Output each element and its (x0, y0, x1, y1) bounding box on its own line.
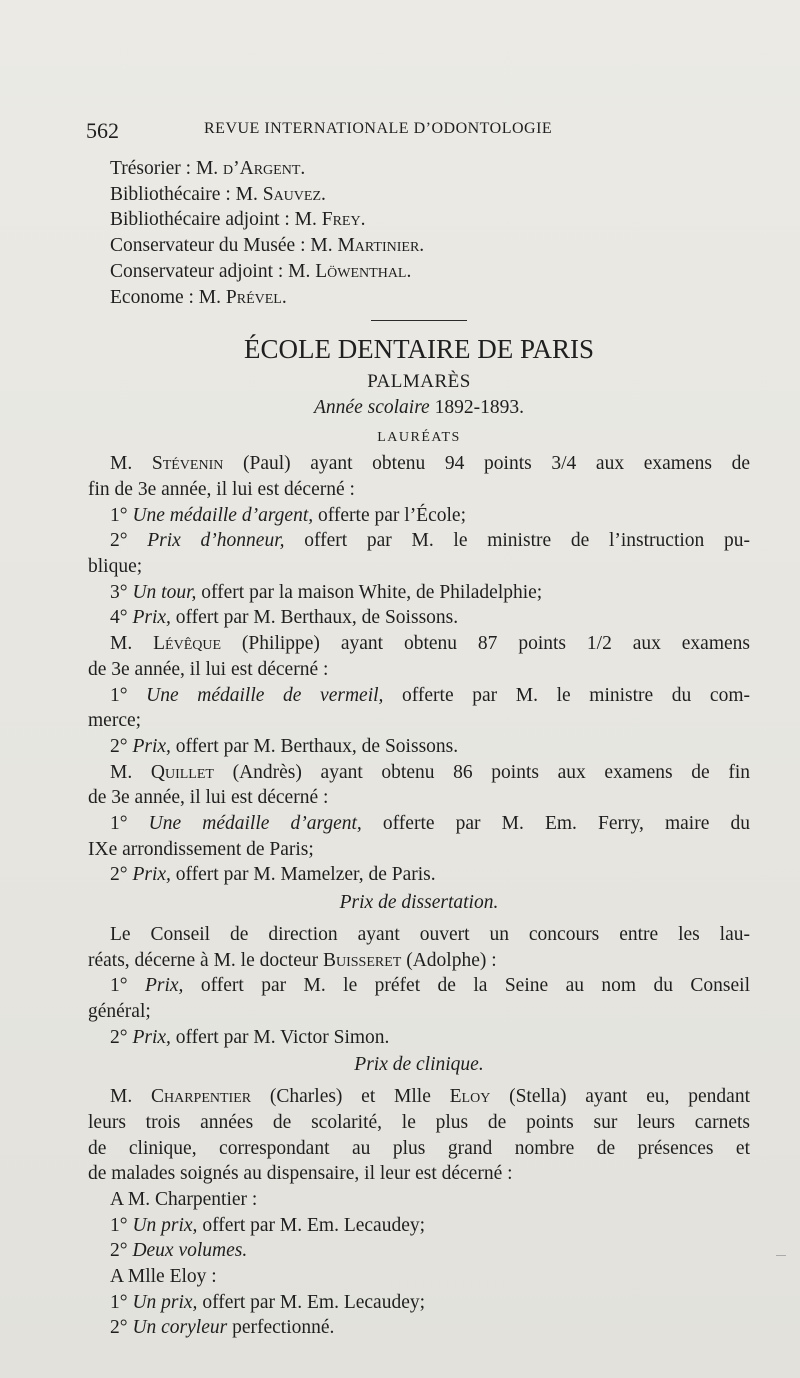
paragraph-line: M. Lévêque (Philippe) ayant obtenu 87 points 1/2 aux examens (110, 633, 750, 655)
officer-name: Sauvez. (262, 183, 326, 205)
recipient-line: A M. Charpentier : (110, 1188, 258, 1210)
officer-line: Bibliothécaire adjoint : M. Frey. (110, 209, 366, 231)
laureate-name: Charpentier (150, 1086, 252, 1108)
running-title: REVUE INTERNATIONALE D’ODONTOLOGIE (204, 120, 553, 137)
paragraph-line: réats, décerne à M. le docteur Buisseret (Adolphe) : (88, 949, 497, 971)
paragraph-line: de malades soignés au dispensaire, il leur est décerné : (88, 1163, 513, 1185)
prize-item: 2° Prix, offert par M. Berthaux, de Soissons. (110, 735, 459, 757)
officer-name: Frey. (321, 209, 366, 231)
laureate-stevenin (88, 451, 750, 631)
officer-line: Trésorier : M. d’Argent. (110, 158, 306, 179)
paragraph-line: M. Stévenin (Paul) ayant obtenu 94 points 3/4 aux examens de (110, 453, 750, 475)
prize-item: 1° Une médaille d’argent, offerte par l’École; (110, 504, 466, 526)
paragraph-line: merce; (88, 710, 142, 732)
paragraph-line: IXe arrondissement de Paris; (88, 838, 314, 860)
school-year: Année scolaire 1892-1893. (314, 397, 524, 419)
laureate-name: Lévêque (153, 633, 222, 655)
dissertation-heading: Prix de dissertation. (339, 892, 499, 914)
prize-item: 2° Prix, offert par M. Mamelzer, de Paris. (110, 864, 436, 886)
prize-item: 1° Une médaille d’argent, offerte par M. Em. Ferry, maire du (110, 813, 750, 835)
paragraph-line: M. Charpentier (Charles) et Mlle Eloy (Stella) ayant eu, pendant (110, 1086, 750, 1108)
officer-line: Conservateur adjoint : M. Löwenthal. (110, 260, 412, 282)
recipient-line: A Mlle Eloy : (110, 1266, 217, 1288)
prize-item: 1° Prix, offert par M. le préfet de la Seine au nom du Conseil (110, 975, 750, 997)
laureate-name: Stévenin (151, 453, 224, 475)
officer-name: Löwenthal. (315, 260, 412, 282)
prize-item: 2° Un coryleur perfectionné. (110, 1317, 335, 1339)
section-divider (371, 320, 467, 321)
laureate-name: Eloy (449, 1086, 491, 1108)
laureate-quillet (88, 760, 750, 889)
prize-item: 2° Prix d’honneur, offert par M. le ministre de l’instruction pu- (110, 530, 750, 552)
paragraph-line: de 3e année, il lui est décerné : (88, 658, 329, 680)
clinique-heading: Prix de clinique. (354, 1054, 484, 1076)
officer-name: Martinier. (337, 235, 425, 257)
prize-item: 1° Un prix, offert par M. Em. Lecaudey; (110, 1214, 426, 1236)
section-title: ÉCOLE DENTAIRE DE PARIS (243, 334, 595, 365)
officer-line: Econome : M. Prével. (110, 286, 287, 308)
dissertation-block (88, 922, 750, 1051)
paragraph-line: Le Conseil de direction ayant ouvert un concours entre les lau- (110, 923, 750, 945)
laureate-leveque (88, 631, 750, 760)
prize-item: 1° Une médaille de vermeil, offerte par M. le ministre du com- (110, 684, 750, 706)
page-content (88, 156, 750, 1341)
prize-item: 1° Un prix, offert par M. Em. Lecaudey; (110, 1291, 426, 1313)
officers-list (88, 156, 750, 310)
officer-name: d’Argent. (223, 158, 306, 179)
page-number: 562 (86, 118, 119, 143)
clinique-block (88, 1084, 750, 1341)
paragraph-line: général; (88, 1000, 151, 1022)
officer-line: Conservateur du Musée : M. Martinier. (110, 235, 425, 257)
paragraph-line: leurs trois années de scolarité, le plus de points sur leurs carnets (88, 1111, 750, 1133)
prize-item: 2° Prix, offert par M. Victor Simon. (110, 1026, 390, 1048)
paragraph-line: de 3e année, il lui est décerné : (88, 787, 329, 809)
paragraph-line: fin de 3e année, il lui est décerné : (88, 478, 355, 500)
laureate-name: Quillet (150, 761, 214, 783)
prize-item: 2° Deux volumes. (110, 1240, 248, 1262)
laureate-name: Buisseret (322, 949, 402, 971)
paragraph-line: de clinique, correspondant au plus grand nombre de présences et (88, 1137, 750, 1159)
laureats-heading: LAURÉATS (377, 430, 461, 446)
palmares-heading: PALMARÈS (367, 371, 471, 393)
page-header (86, 118, 726, 146)
paragraph-line: blique; (88, 556, 143, 578)
officer-line: Bibliothécaire : M. Sauvez. (110, 183, 326, 205)
prize-item: 4° Prix, offert par M. Berthaux, de Soissons. (110, 607, 459, 629)
paragraph-line: M. Quillet (Andrès) ayant obtenu 86 points aux examens de fin (110, 761, 750, 783)
prize-item: 3° Un tour, offert par la maison White, de Philadelphie; (110, 581, 543, 603)
officer-name: Prével. (225, 286, 287, 308)
page-edge-mark (776, 1255, 786, 1256)
